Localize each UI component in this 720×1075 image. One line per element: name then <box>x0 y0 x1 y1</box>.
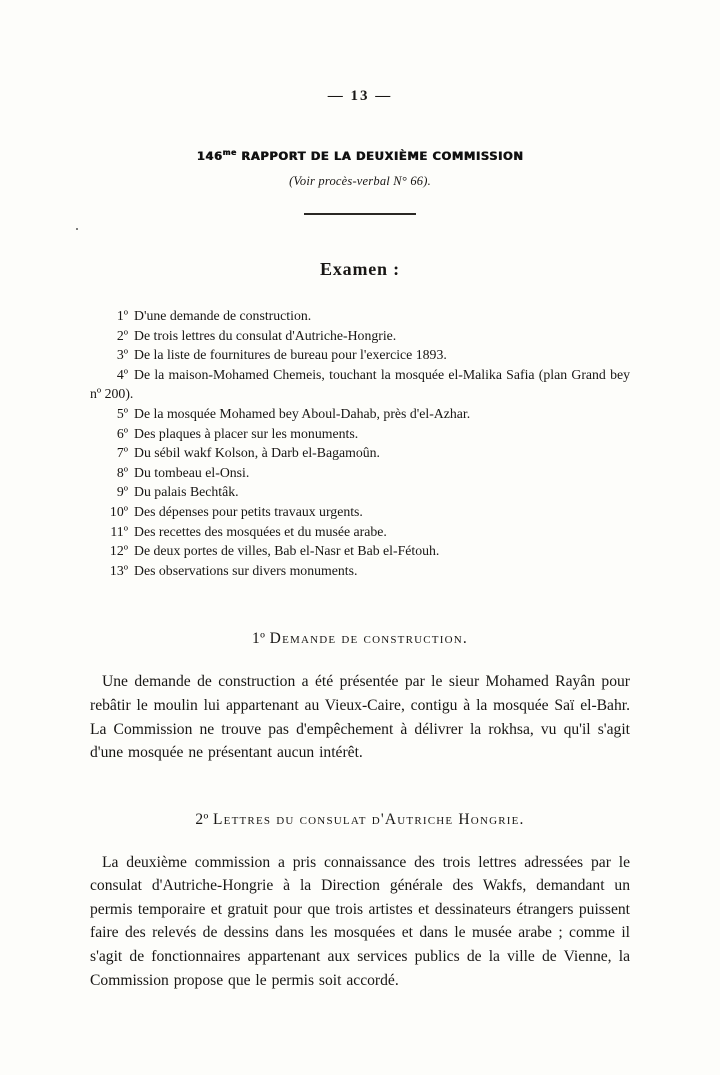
section-heading-1 <box>90 630 630 648</box>
report-title-text: RAPPORT DE LA DEUXIÈME COMMISSION <box>236 149 524 163</box>
list-item-number: 6º <box>116 425 128 441</box>
list-item <box>90 502 630 522</box>
list-item-text: De trois lettres du consulat d'Autriche-Hongrie. <box>134 327 397 343</box>
list-item <box>90 463 630 483</box>
list-item-number: 3º <box>116 347 128 363</box>
list-item-text: Du palais Bechtâk. <box>134 484 239 500</box>
list-item-number: 1º <box>116 308 128 323</box>
list-item-number: 8º <box>116 464 128 480</box>
list-item-text: De la liste de fournitures de bureau pour l'exercice 1893. <box>134 347 447 363</box>
list-item <box>90 424 630 444</box>
list-item <box>90 443 630 463</box>
list-item-text: De la maison-Mohamed Chemeis, touchant la mosquée el-Malika Safia (plan Grand bey nº 200). <box>90 366 630 402</box>
list-item-number: 5º <box>116 405 128 421</box>
page-number: — 13 — <box>327 88 393 104</box>
section-heading-2 <box>90 811 630 829</box>
list-item <box>90 561 630 581</box>
list-item-text: D'une demande de construction. <box>134 308 312 323</box>
report-subtitle: (Voir procès-verbal N° 66). <box>289 174 431 188</box>
section-title: Demande de construction. <box>269 630 468 648</box>
examen-heading: Examen : <box>320 259 400 279</box>
list-item-number: 7º <box>116 445 128 461</box>
list-item <box>90 365 630 404</box>
report-title-number: 146 <box>196 149 223 163</box>
list-item-number: 11º <box>110 523 128 539</box>
section-number: 2º <box>195 810 209 828</box>
section-number: 1º <box>252 630 266 648</box>
print-speck <box>76 228 78 230</box>
divider-rule <box>304 213 416 215</box>
report-title <box>90 149 630 163</box>
list-item-number: 2º <box>116 327 128 343</box>
list-item-text: Des plaques à placer sur les monuments. <box>134 425 359 441</box>
section-1-paragraph: Une demande de construction a été présentée par le sieur Mohamed Rayân pour rebâtir le moulin lui appartenant au Vieux-Caire, contigu à la mosquée Saï el-Bahr. La Commission ne trouve pas d'empêchement à délivrer la rokhsa, vu qu'il s'agit d'une mosquée ne présentant aucun intérêt. <box>90 673 630 762</box>
list-item-number: 10º <box>109 503 128 519</box>
list-item-text: Des recettes des mosquées et du musée arabe. <box>134 523 387 539</box>
section-2-paragraph: La deuxième commission a pris connaissance des trois lettres adressées par le consulat d'Autriche-Hongrie à la Direction générale des Wakfs, demandant un permis temporaire et gratuit pour que trois artistes et dessinateurs étrangers puissent faire des relevés de dessins dans les mosquées et dans le musée arabe ; comme il s'agit de fonctionnaires appartenant aux services publics de la ville de Vienne, la Commission propose que le permis soit accordé. <box>90 853 630 989</box>
list-item <box>90 326 630 346</box>
list-item-text: Du sébil wakf Kolson, à Darb el-Bagamoûn. <box>134 445 380 461</box>
examen-list <box>90 306 630 580</box>
list-item-text: Des dépenses pour petits travaux urgents. <box>134 503 363 519</box>
report-title-superscript: me <box>222 148 237 158</box>
list-item-number: 13º <box>109 562 128 578</box>
list-item-number: 12º <box>109 543 128 559</box>
list-item-number: 4º <box>116 366 128 382</box>
list-item <box>90 522 630 542</box>
list-item-text: De deux portes de villes, Bab el-Nasr et Bab el-Fétouh. <box>134 543 440 559</box>
list-item <box>90 404 630 424</box>
list-item-text: De la mosquée Mohamed bey Aboul-Dahab, près d'el-Azhar. <box>134 405 471 421</box>
list-item <box>90 541 630 561</box>
section-title: Lettres du consulat d'Autriche Hongrie. <box>212 810 525 828</box>
list-item <box>90 482 630 502</box>
list-item <box>90 306 630 326</box>
list-item-number: 9º <box>116 484 128 500</box>
list-item-text: Du tombeau el-Onsi. <box>134 464 250 480</box>
list-item <box>90 345 630 365</box>
list-item-text: Des observations sur divers monuments. <box>134 562 358 578</box>
